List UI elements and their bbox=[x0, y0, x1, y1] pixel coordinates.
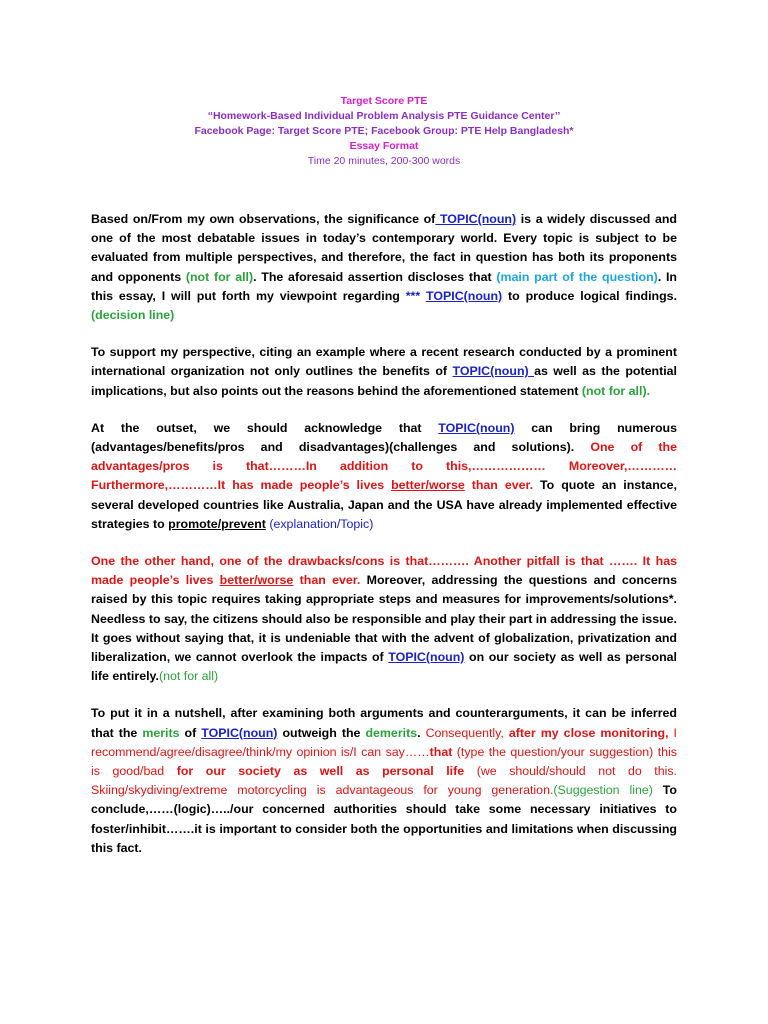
note-main-part: (main part of the question) bbox=[496, 269, 658, 284]
paragraph-advantages bbox=[91, 419, 677, 534]
text: To conclude,……(logic)…../our concerned authorities should take some necessary initiatives to foster/inhibit…….it is important to consider both the opportunities and limitations when discussing this fact. bbox=[91, 783, 678, 855]
opinion-options: I recommend/agree/disagree/think/my opinion is/I can say…… bbox=[91, 725, 677, 759]
header-title: Target Score PTE bbox=[340, 95, 428, 107]
note-not-for-all: (not for all). bbox=[581, 383, 651, 398]
text: of bbox=[179, 725, 202, 740]
society-life: for our society as well as personal life bbox=[176, 764, 465, 779]
essay-body bbox=[91, 210, 677, 876]
text: . In this essay, I will put forth my viewpoint regarding bbox=[91, 269, 678, 303]
topic-placeholder: TOPIC(noun) bbox=[388, 650, 465, 665]
text: . bbox=[417, 725, 426, 740]
text: as well as the potential implications, but also points out the reasons behind the aforementioned statement bbox=[91, 364, 677, 398]
advantages-template: One of the advantages/pros is that………In addition to this,……………… Moreover,…………Furthermore,…………It has made people’s lives bbox=[91, 440, 677, 493]
header-time-limit: Time 20 minutes, 200-300 words bbox=[307, 155, 461, 167]
better-worse: better/worse bbox=[391, 478, 465, 493]
paragraph-support bbox=[91, 343, 677, 401]
text: Moreover, addressing the questions and concerns raised by this topic requires taking appropriate steps and measures for improvements/solutions*. Needless to say, the citizens should also be responsible and play their part in addressing the issue. It goes without saying that, it is undeniable that with the advent of globalization, privatization and liberalization, we cannot overlook the impacts of bbox=[91, 573, 677, 665]
promote-prevent: promote/prevent bbox=[168, 516, 266, 531]
text: is a widely discussed and one of the most debatable issues in today’s contemporary world. Every topic is subject to be evaluated from multiple perspectives, and therefore, the fact in question has both its proponents and opponents bbox=[91, 212, 677, 284]
drawbacks-template: One the other hand, one of the drawbacks/cons is that………. Another pitfall is that ……. It has made people’s lives bbox=[91, 554, 677, 588]
topic-placeholder: TOPIC(noun) bbox=[438, 420, 515, 435]
text: At the outset, we should acknowledge that bbox=[91, 420, 439, 435]
asterisks: *** bbox=[405, 288, 421, 303]
document-header bbox=[0, 94, 768, 169]
note-explanation: (explanation/Topic) bbox=[269, 516, 374, 531]
advantages-template-end: than ever. bbox=[464, 478, 534, 493]
note-not-for-all: (not for all) bbox=[158, 669, 219, 684]
paragraph-introduction bbox=[91, 210, 677, 325]
header-facebook-info: Facebook Page: Target Score PTE; Facebook Group: PTE Help Bangladesh* bbox=[194, 125, 574, 137]
text: can bring numerous (advantages/benefits/pros and disadvantages)(challenges and solutions). bbox=[91, 420, 677, 455]
header-center-name: “Homework-Based Individual Problem Analysis PTE Guidance Center’’ bbox=[207, 110, 561, 122]
note-decision-line: (decision line) bbox=[91, 308, 175, 323]
topic-placeholder: TOPIC(noun) bbox=[426, 288, 503, 303]
text: Based on/From my own observations, the significance of bbox=[91, 212, 436, 226]
topic-placeholder: TOPIC(noun) bbox=[201, 725, 278, 740]
consequently: Consequently, bbox=[425, 725, 509, 740]
topic-placeholder: TOPIC(noun) bbox=[452, 364, 535, 379]
note-not-for-all: (not for all) bbox=[185, 269, 254, 284]
suggestion-text: (type the question/your suggestion) this is good/bad bbox=[91, 744, 677, 779]
text: to produce logical findings. bbox=[502, 288, 678, 303]
better-worse: better/worse bbox=[219, 573, 294, 588]
text: To put it in a nutshell, after examining both arguments and counterarguments, it can be inferred that the bbox=[91, 706, 677, 740]
merits: merits bbox=[142, 725, 180, 740]
suggestion-examples: (we should/should not do this. Skiing/skydiving/extreme motorcycling is advantageous for young generation. bbox=[91, 764, 677, 798]
header-essay-format: Essay Format bbox=[349, 140, 419, 152]
text: . The aforesaid assertion discloses that bbox=[253, 269, 497, 284]
topic-placeholder: TOPIC(noun) bbox=[435, 212, 517, 226]
text: To support my perspective, citing an example where a recent research conducted by a prominent international organization not only outlines the benefits of bbox=[91, 345, 677, 379]
paragraph-conclusion bbox=[91, 704, 677, 858]
text: on our society as well as personal life entirely. bbox=[91, 650, 677, 684]
text: outweigh the bbox=[277, 725, 366, 740]
paragraph-disadvantages bbox=[91, 552, 677, 686]
text: To quote an instance, several developed countries like Australia, Japan and the USA have already implemented effective strategies to bbox=[91, 478, 677, 531]
note-suggestion-line: (Suggestion line) bbox=[553, 783, 653, 798]
drawbacks-template-end: than ever. bbox=[293, 573, 361, 588]
close-monitoring: after my close monitoring, bbox=[508, 725, 669, 740]
demerits: demerits bbox=[365, 725, 418, 740]
that-word: that bbox=[429, 744, 453, 759]
